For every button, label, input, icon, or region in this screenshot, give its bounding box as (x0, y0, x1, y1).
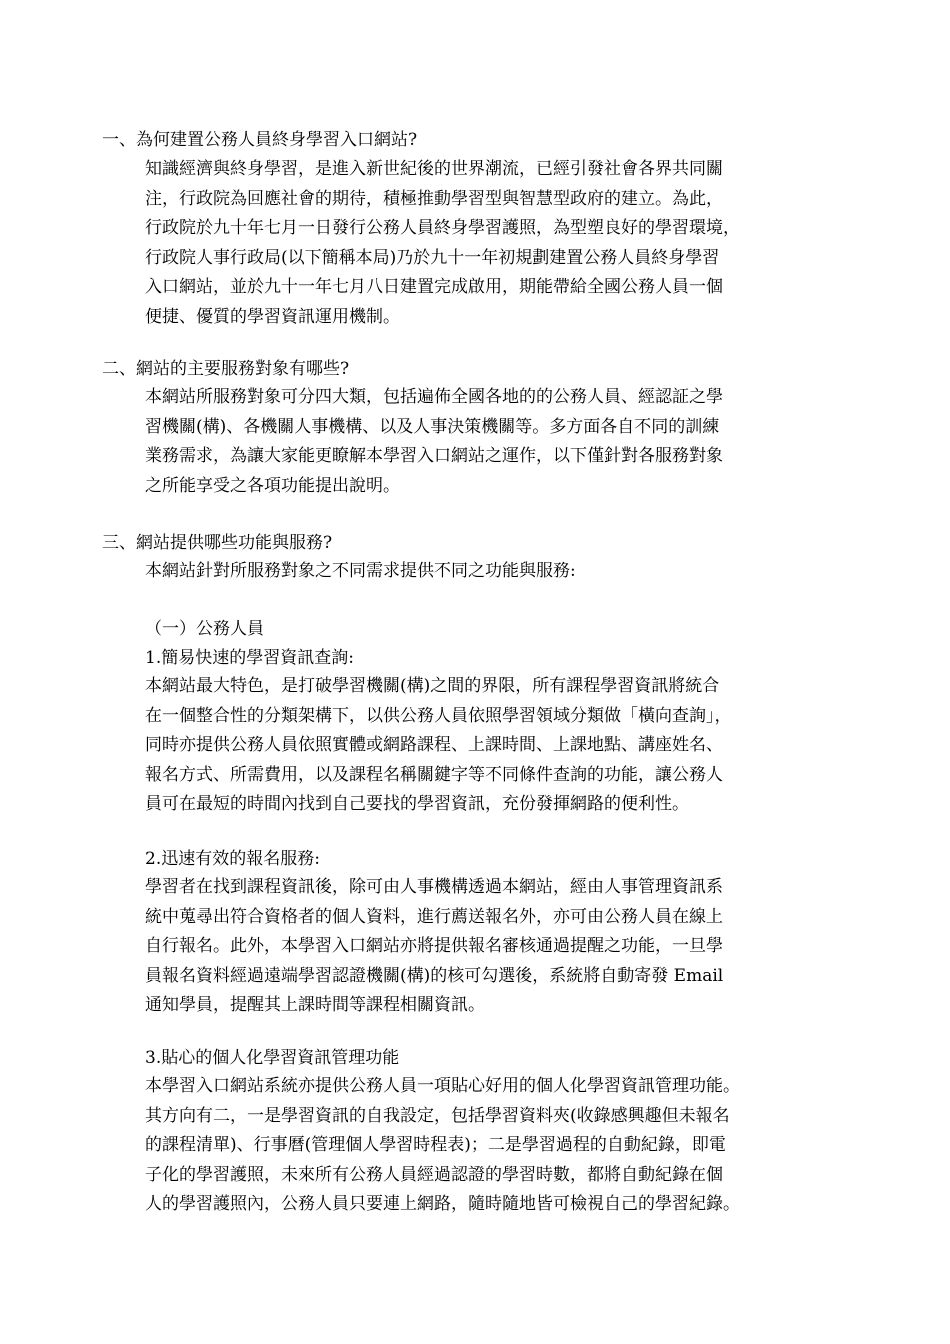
paragraph-line: 子化的學習護照，未來所有公務人員經過認證的學習時數，都將自動紀錄在個 (145, 1164, 723, 1185)
paragraph-line: 行政院於九十年七月一日發行公務人員終身學習護照，為型塑良好的學習環境， (145, 218, 740, 238)
item-1-title: 1.簡易快速的學習資訊查詢: (145, 648, 354, 668)
paragraph-line: 的課程清單)、行事曆(管理個人學習時程表)；二是學習過程的自動紀錄，即電 (145, 1135, 726, 1155)
section-3-paragraph (145, 557, 835, 587)
paragraph-line: 行政院人事行政局(以下簡稱本局)乃於九十一年初規劃建置公務人員終身學習 (145, 247, 720, 268)
section-1-heading: 一、為何建置公務人員終身學習入口網站? (102, 130, 418, 150)
item-3-paragraph (145, 1072, 835, 1220)
paragraph-line: 本網站所服務對象可分四大類，包括遍佈全國各地的的公務人員、經認証之學 (145, 387, 723, 407)
item-2-paragraph (145, 873, 835, 1021)
paragraph-line: 同時亦提供公務人員依照實體或網路課程、上課時間、上課地點、講座姓名、 (145, 735, 723, 755)
section-3-heading: 三、網站提供哪些功能與服務? (102, 533, 333, 553)
item-3-title: 3.貼心的個人化學習資訊管理功能 (145, 1048, 400, 1068)
section-2-heading: 二、網站的主要服務對象有哪些? (102, 359, 350, 379)
item-1-paragraph (145, 672, 835, 820)
paragraph-line: 通知學員，提醒其上課時間等課程相關資訊。 (145, 995, 485, 1015)
paragraph-line: 本網站針對所服務對象之不同需求提供不同之功能與服務: (145, 561, 576, 581)
section-2-paragraph (145, 383, 835, 501)
paragraph-line: 在一個整合性的分類架構下，以供公務人員依照學習領域分類做「橫向查詢」， (145, 705, 732, 726)
paragraph-line: 員報名資料經過遠端學習認證機關(構)的核可勾選後，系統將自動寄發 Email (145, 965, 724, 986)
paragraph-line: 統中蒐尋出符合資格者的個人資料，進行薦送報名外，亦可由公務人員在線上 (145, 906, 723, 927)
paragraph-line: 報名方式、所需費用，以及課程名稱關鍵字等不同條件查詢的功能，讓公務人 (145, 764, 723, 785)
paragraph-line: 人的學習護照內，公務人員只要連上網路，隨時隨地皆可檢視自己的學習紀錄。 (145, 1194, 740, 1214)
paragraph-line: 入口網站，並於九十一年七月八日建置完成啟用，期能帶給全國公務人員一個 (145, 277, 723, 297)
paragraph-line: 本學習入口網站系統亦提供公務人員一項貼心好用的個人化學習資訊管理功能。 (145, 1076, 740, 1096)
paragraph-line: 便捷、優質的學習資訊運用機制。 (145, 306, 400, 327)
section-1-paragraph (145, 155, 835, 332)
paragraph-line: 注，行政院為回應社會的期待，積極推動學習型與智慧型政府的建立。為此， (145, 188, 723, 209)
item-2-title: 2.迅速有效的報名服務: (145, 849, 320, 869)
subsection-title: （一）公務人員 (145, 619, 264, 639)
paragraph-line: 習機關(構)、各機關人事機構、以及人事決策機關等。多方面各自不同的訓練 (145, 416, 720, 437)
paragraph-line: 之所能享受之各項功能提出說明。 (145, 475, 400, 496)
paragraph-line: 其方向有二，一是學習資訊的自我設定，包括學習資料夾(收錄感興趣但未報名 (145, 1105, 730, 1126)
paragraph-line: 學習者在找到課程資訊後，除可由人事機構透過本網站，經由人事管理資訊系 (145, 877, 723, 897)
paragraph-line: 自行報名。此外，本學習入口網站亦將提供報名審核通過提醒之功能，一旦學 (145, 936, 723, 956)
paragraph-line: 知識經濟與終身學習，是進入新世紀後的世界潮流，已經引發社會各界共同關 (145, 159, 723, 179)
paragraph-line: 業務需求，為讓大家能更瞭解本學習入口網站之運作，以下僅針對各服務對象 (145, 446, 723, 466)
paragraph-line: 員可在最短的時間內找到自己要找的學習資訊，充份發揮網路的便利性。 (145, 794, 689, 814)
paragraph-line: 本網站最大特色，是打破學習機關(構)之間的界限，所有課程學習資訊將統合 (145, 676, 720, 696)
